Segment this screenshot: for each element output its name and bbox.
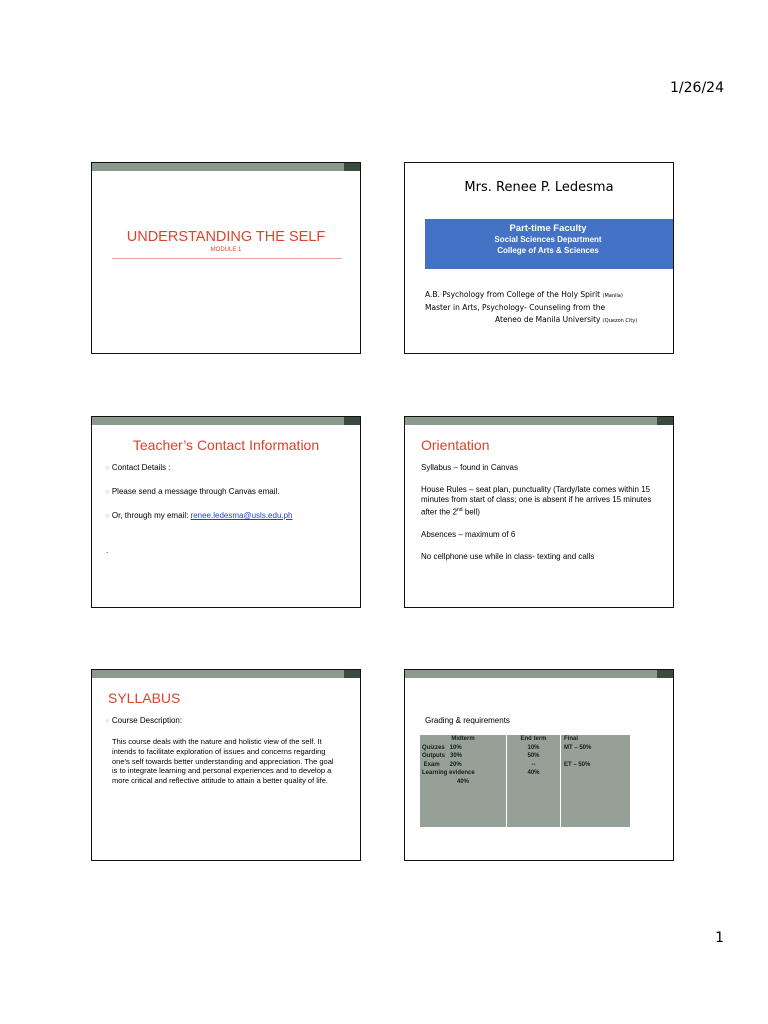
list-item: ◦ Or, through my email: renee.ledesma@usls.edu.ph — [106, 511, 293, 520]
table-row: 50% — [527, 753, 540, 760]
faculty-box — [425, 219, 674, 269]
instructor-name: Mrs. Renee P. Ledesma — [464, 180, 614, 195]
credentials — [425, 289, 637, 327]
slide-top-bar — [92, 163, 360, 171]
slide3-title: Teacher’s Contact Information — [132, 437, 320, 453]
bullet-icon: ◦ — [106, 463, 109, 472]
credential-1-location: (Manila) — [602, 293, 623, 299]
table-row: ET – 50% — [564, 761, 591, 768]
table-row: MT – 50% — [564, 744, 592, 751]
slide-instructor — [404, 162, 674, 354]
table-row: 40% — [527, 770, 540, 777]
slide5-title: SYLLABUS — [108, 690, 181, 706]
bullet-icon: ◦ — [106, 511, 109, 520]
table-row: 10% — [527, 744, 540, 751]
table-row: 40% — [456, 778, 469, 785]
contact-list — [106, 463, 350, 535]
page-date: 1/26/24 — [670, 80, 724, 96]
midterm-column: Midterm Quizzes 10% Outputs 30% Exam 20% Learning evidence 40% — [420, 735, 507, 827]
slide-title — [91, 162, 361, 354]
credential-3: Ateneo de Manila University — [495, 315, 601, 324]
final-column: Final MT – 50% ET – 50% — [561, 735, 630, 827]
slide1-title: UNDERSTANDING THE SELF — [126, 229, 326, 245]
list-item: ◦ Contact Details : — [106, 463, 171, 472]
bullet-icon: ◦ — [106, 716, 109, 725]
slide1-subtitle: MODULE 1 — [210, 247, 242, 253]
faculty-department: Social Sciences Department — [494, 235, 602, 244]
faculty-role: Part-time Faculty — [509, 223, 587, 234]
orientation-house-rules: House Rules – seat plan, punctuality (Tardy/late comes within 15 minutes from start of class; one is absent if he arrives 15 minutes after the 2nd bell) — [421, 485, 652, 517]
slide-top-bar — [405, 670, 673, 678]
list-item: ◦ Course Description: — [106, 716, 183, 725]
bullet-icon: ◦ — [106, 487, 109, 496]
grading-table — [420, 735, 630, 827]
slide-syllabus — [91, 669, 361, 861]
table-row: Exam 20% — [422, 761, 462, 768]
course-description: This course deals with the nature and holistic view of the self. It intends to facilitate exploration of issues and concerns regarding one’s self towards better understanding and appreciation. The goal is to integrate learning and personal experiences and to develop a more critical and reflective attitude to attain a better quality of life. — [112, 737, 334, 786]
slide4-title: Orientation — [421, 437, 490, 453]
list-item: ◦ Please send a message through Canvas email. — [106, 487, 280, 496]
orientation-cellphone: No cellphone use while in class- texting and calls — [421, 551, 595, 561]
table-row: Learning evidence — [422, 770, 475, 777]
table-row: -- — [531, 761, 536, 768]
slide-orientation — [404, 416, 674, 608]
credential-2: Master in Arts, Psychology- Counseling from the — [425, 303, 606, 312]
endterm-column: End term 10% 50% -- 40% — [507, 735, 561, 827]
slide-top-bar — [405, 417, 673, 425]
orientation-absences: Absences – maximum of 6 — [421, 529, 516, 539]
orientation-list — [421, 463, 659, 574]
table-row — [564, 752, 630, 761]
email-link[interactable]: renee.ledesma@usls.edu.ph — [190, 511, 293, 520]
credential-1: A.B. Psychology from College of the Holy Spirit — [425, 290, 601, 299]
slide-contact — [91, 416, 361, 608]
trailing-period: . — [106, 546, 109, 555]
orientation-syllabus: Syllabus – found in Canvas — [421, 463, 518, 472]
page-number: 1 — [715, 930, 724, 946]
slide-top-bar — [92, 670, 360, 678]
slide-top-bar — [92, 417, 360, 425]
table-row: Outputs 30% — [422, 753, 463, 760]
table-row: Quizzes 10% — [422, 744, 462, 751]
grading-title: Grading & requirements — [425, 716, 510, 725]
faculty-college: College of Arts & Sciences — [497, 246, 599, 255]
slide-grading — [404, 669, 674, 861]
title-divider — [112, 258, 342, 259]
credential-3-location: (Quezon City) — [602, 318, 638, 324]
